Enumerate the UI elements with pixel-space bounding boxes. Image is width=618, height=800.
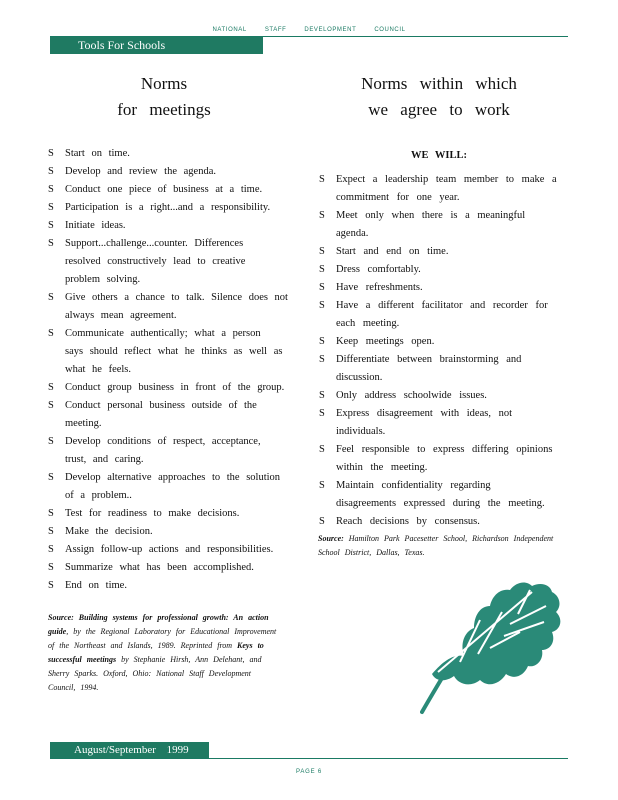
bullet-icon: S [319,480,325,491]
norm-text-line: Test for readiness to make decisions. [65,508,240,519]
norm-item [319,171,559,207]
norm-text-line: Keep meetings open. [336,336,435,347]
norm-text-line: Assign follow-up actions and responsibilities. [65,544,274,555]
norm-text-line: Make the decision. [65,526,153,537]
norm-text-line: Maintain confidentiality regarding [336,480,491,491]
norm-item [48,469,288,505]
norm-item [48,145,288,163]
bullet-icon: S [319,390,325,401]
page-number: PAGE 6 [295,769,323,775]
bullet-icon: S [48,292,54,303]
norm-item [319,297,559,333]
issue-date: August/September 1999 [74,744,189,756]
norm-text-line: Differentiate between brainstorming and [336,354,522,365]
right-source [318,532,563,560]
norm-text-line: Give others a chance to talk. Silence does not [65,292,288,303]
right-title [318,71,560,123]
norm-text-line: Summarize what has been accomplished. [65,562,254,573]
norm-item [319,351,559,387]
norm-text-line: Meet only when there is a meaningful agenda. [336,210,526,239]
norm-item [48,505,288,523]
bullet-icon: S [319,408,325,419]
bullet-icon: S [48,544,54,555]
norm-text-line: commitment for one year. [336,192,460,203]
norm-text-line: within the meeting. [336,462,428,473]
norm-item [48,397,288,433]
source-citation: Hamilton Park Pacesetter School, Richardson Independent School District, Dallas, Texas. [318,534,554,557]
norm-text-line: problem solving. [65,274,141,285]
norm-text-line: disagreements expressed during the meeting. [336,498,545,509]
norm-item [48,325,288,379]
norm-text-line: Reach decisions by consensus. [336,516,480,527]
norm-text-line: individuals. [336,426,386,437]
norm-text-line: Have refreshments. [336,282,423,293]
norm-item [319,243,559,261]
bullet-icon: S [48,562,54,573]
norm-text-line: says should reflect what he thinks as well as [65,346,283,357]
norm-text-line: Initiate ideas. [65,220,126,231]
norm-text-line: what he feels. [65,364,132,375]
norm-text-line: Develop and review the agenda. [65,166,216,177]
bullet-icon: S [48,220,54,231]
footer-rule [50,758,568,759]
bullet-icon: S [48,382,54,393]
norm-item [319,477,559,513]
norm-text-line: Expect a leadership team member to make a [336,174,557,185]
org-word: DEVELOPMENT [304,27,357,33]
norm-item [48,217,288,235]
source-citation: , by the Regional Laboratory for Educational Improvement of the Northeast and Islands, 1989. Reprinted from [48,627,277,650]
bullet-icon: S [319,516,325,527]
bullet-icon: S [319,246,325,257]
norm-text-line: End on time. [65,580,127,591]
norm-text-line: discussion. [336,372,383,383]
norm-item [48,235,288,289]
org-word: COUNCIL [374,27,406,33]
bullet-icon: S [319,444,325,455]
bullet-icon: S [319,354,325,365]
bullet-icon: S [48,328,54,339]
bullet-icon: S [319,282,325,293]
norm-item [48,577,288,595]
norm-item [48,163,288,181]
norm-text-line: Develop conditions of respect, acceptance, [65,436,261,447]
norm-item [48,559,288,577]
norm-item [319,261,559,279]
norm-text-line: always mean agreement. [65,310,177,321]
norm-item [48,289,288,325]
norm-text-line: each meeting. [336,318,400,329]
bullet-icon: S [48,166,54,177]
section-title: Tools For Schools [78,38,166,52]
org-header [0,27,618,33]
norm-text-line: Conduct personal business outside of the [65,400,257,411]
source-label: Source: [48,613,74,622]
norm-text-line: resolved constructively lead to creative [65,256,246,267]
norm-text-line: Start on time. [65,148,130,159]
norm-item [319,513,559,531]
bullet-icon: S [48,148,54,159]
norm-item [319,279,559,297]
we-will-heading: WE WILL: [410,150,468,161]
bullet-icon: S [48,202,54,213]
org-word: STAFF [264,27,287,33]
source-book-title: Building systems for professional growth: An action guide [48,613,269,636]
right-norms-list [319,171,559,531]
right-title-line2: we agree to work [368,100,510,119]
bullet-icon: S [319,174,325,185]
section-banner [50,37,263,54]
norm-item [48,181,288,199]
leaf-icon [420,562,570,722]
bullet-icon: S [48,400,54,411]
norm-text-line: Conduct group business in front of the group. [65,382,285,393]
norm-text-line: Conduct one piece of business at a time. [65,184,263,195]
bullet-icon: S [319,264,325,275]
norm-item [319,207,559,243]
norm-text-line: Participation is a right...and a responsibility. [65,202,271,213]
source-book-title: Keys to successful meetings [48,641,264,664]
left-title [48,71,280,123]
norm-item [48,433,288,469]
bullet-icon: S [319,300,325,311]
norm-item [48,379,288,397]
source-label: Source: [318,534,344,543]
norm-item [48,523,288,541]
norm-text-line: Only address schoolwide issues. [336,390,487,401]
bullet-icon: S [48,436,54,447]
date-banner [50,742,209,758]
norm-item [48,199,288,217]
norm-item [319,441,559,477]
norm-text-line: Start and end on time. [336,246,449,257]
bullet-icon: S [319,336,325,347]
left-source [48,611,283,695]
bullet-icon: S [48,184,54,195]
norm-text-line: Dress comfortably. [336,264,421,275]
left-title-line2: for meetings [117,100,211,119]
norm-item [319,387,559,405]
norm-text-line: Develop alternative approaches to the solution [65,472,281,483]
norm-text-line: Communicate authentically; what a person [65,328,261,339]
right-title-line1: Norms within which [361,74,517,93]
org-word: NATIONAL [212,27,247,33]
norm-item [319,405,559,441]
bullet-icon: S [48,238,54,249]
norm-text-line: meeting. [65,418,102,429]
norm-text-line: Feel responsible to express differing opinions [336,444,553,455]
bullet-icon: S [48,526,54,537]
bullet-icon: S [48,580,54,591]
norm-text-line: Express disagreement with ideas, not [336,408,513,419]
norm-text-line: trust, and caring. [65,454,144,465]
norm-text-line: of a problem.. [65,490,132,501]
bullet-icon: S [48,508,54,519]
left-norms-list [48,145,288,595]
bullet-icon: S [319,210,325,221]
norm-item [48,541,288,559]
source-citation: by Stephanie Hirsh, Ann Delehant, and Sherry Sparks. Oxford, Ohio: National Staff Development Council, 1994. [48,655,262,692]
norm-text-line: Have a different facilitator and recorder for [336,300,548,311]
norm-item [319,333,559,351]
norm-text-line: Support...challenge...counter. Differences [65,238,244,249]
bullet-icon: S [48,472,54,483]
left-title-line1: Norms [140,74,188,93]
